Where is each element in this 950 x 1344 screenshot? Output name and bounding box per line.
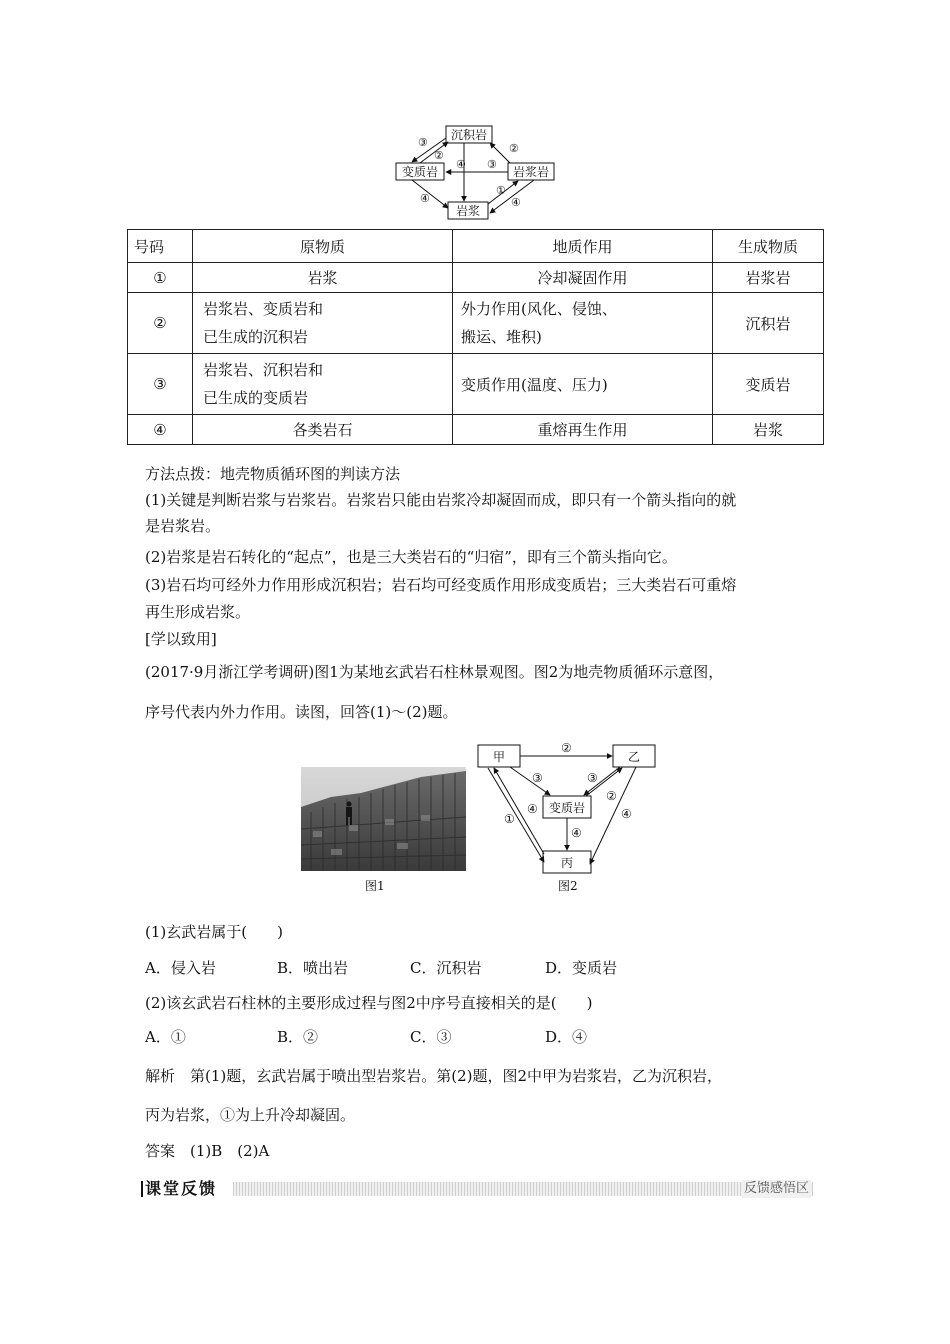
label: ④: [621, 807, 632, 821]
table-cell: [453, 293, 713, 354]
cell-line: 岩浆岩、变质岩和: [203, 300, 324, 318]
node-jia: 甲: [492, 750, 506, 764]
label: ④: [571, 826, 582, 840]
practice-heading: [学以致用]: [145, 630, 217, 648]
analysis-text-cont: 丙为岩浆，①为上升冷却凝固。: [145, 1106, 356, 1124]
table-header: 原物质: [193, 230, 453, 263]
method-p1-cont: 是岩浆岩。: [145, 517, 221, 535]
practice-question: (2017·9月浙江学考调研)图1为某地玄武岩石柱林景观图。图2为地壳物质循环示意图，: [145, 663, 724, 681]
method-p3-cont: 再生形成岩浆。: [145, 603, 251, 621]
figure1-caption: 图1: [365, 879, 385, 893]
table-cell: 沉积岩: [713, 293, 824, 354]
q2-option-a: A．①: [145, 1028, 186, 1046]
table-cell: ②: [128, 293, 193, 354]
label: ②: [606, 789, 617, 803]
q2-option-b: B．②: [277, 1028, 319, 1046]
label: ②: [561, 741, 572, 755]
q2-option-c: C．③: [410, 1028, 452, 1046]
practice-question-cont: 序号代表内外力作用。读图，回答(1)～(2)题。: [145, 703, 458, 721]
table-cell: 变质作用(温度、压力): [453, 354, 713, 415]
rock-cycle-figure2: [470, 738, 660, 876]
label: ③: [532, 771, 543, 785]
node-sedimentary: 沉积岩: [450, 128, 488, 142]
basalt-column-photo: [301, 767, 466, 871]
label: ③: [418, 136, 428, 149]
table-cell: ①: [128, 263, 193, 293]
table-header: 号码: [128, 230, 193, 263]
node-magma: 岩浆: [455, 204, 481, 218]
label: ③: [487, 158, 497, 171]
feedback-area-label: 反馈感悟区: [743, 1181, 809, 1196]
section-bar-pattern: [233, 1182, 813, 1196]
label: ④: [527, 802, 538, 816]
table-cell: ④: [128, 415, 193, 445]
table-cell: 各类岩石: [193, 415, 453, 445]
label: ④: [511, 196, 521, 209]
table-row: [128, 415, 824, 445]
label: ①: [504, 812, 515, 826]
table-cell: 变质岩: [713, 354, 824, 415]
table-cell: 岩浆岩: [713, 263, 824, 293]
label: ④: [420, 192, 430, 205]
q2-option-d: D．④: [545, 1028, 588, 1046]
q1-option-a: A．侵入岩: [145, 959, 216, 977]
node-yi: 乙: [627, 750, 641, 764]
label: ④: [456, 158, 466, 171]
table-cell: [193, 354, 453, 415]
table-cell: 冷却凝固作用: [453, 263, 713, 293]
question-1: (1)玄武岩属于( ): [145, 923, 283, 941]
table-header: 生成物质: [713, 230, 824, 263]
table-cell: 重熔再生作用: [453, 415, 713, 445]
rock-cycle-diagram: [390, 122, 560, 224]
cell-line: 岩浆岩、沉积岩和: [203, 361, 324, 379]
method-title: 方法点拨：地壳物质循环图的判读方法: [145, 465, 401, 483]
question-2: (2)该玄武岩石柱林的主要形成过程与图2中序号直接相关的是( ): [145, 994, 593, 1012]
label: ③: [587, 771, 598, 785]
section-bar: [145, 1178, 815, 1200]
method-p1: (1)关键是判断岩浆与岩浆岩。岩浆岩只能由岩浆冷却凝固而成，即只有一个箭头指向的就: [145, 491, 737, 509]
table-cell: 岩浆: [713, 415, 824, 445]
cell-line: 搬运、堆积): [461, 328, 542, 346]
table-header: 地质作用: [453, 230, 713, 263]
analysis-text: 解析 第(1)题，玄武岩属于喷出型岩浆岩。第(2)题，图2中甲为岩浆岩，乙为沉积岩，: [145, 1067, 723, 1085]
node-metamorphic: 变质岩: [548, 801, 586, 815]
table-row: [128, 354, 824, 415]
table-cell: [193, 293, 453, 354]
label: ②: [509, 142, 519, 155]
method-p2: (2)岩浆是岩石转化的“起点”，也是三大类岩石的“归宿”，即有三个箭头指向它。: [145, 548, 677, 566]
table-row: [128, 263, 824, 293]
node-igneous: 岩浆岩: [512, 165, 550, 179]
q1-option-c: C．沉积岩: [410, 959, 482, 977]
cell-line: 已生成的沉积岩: [203, 328, 309, 346]
table-cell: ③: [128, 354, 193, 415]
node-bing: 丙: [560, 856, 574, 870]
figure2-caption: 图2: [558, 879, 578, 893]
section-title: 课堂反馈: [145, 1178, 229, 1200]
node-metamorphic: 变质岩: [401, 165, 439, 179]
rock-formation-table: [127, 229, 824, 445]
answer-text: 答案 (1)B (2)A: [145, 1142, 270, 1160]
q1-option-b: B．喷出岩: [277, 959, 349, 977]
table-row: [128, 293, 824, 354]
table-cell: 岩浆: [193, 263, 453, 293]
q1-option-d: D．变质岩: [545, 959, 618, 977]
label: ②: [434, 149, 444, 162]
cell-line: 已生成的变质岩: [203, 389, 309, 407]
method-p3: (3)岩石均可经外力作用形成沉积岩；岩石均可经变质作用形成变质岩；三大类岩石可重熔: [145, 576, 737, 594]
label: ①: [496, 184, 506, 197]
cell-line: 外力作用(风化、侵蚀、: [461, 300, 617, 318]
